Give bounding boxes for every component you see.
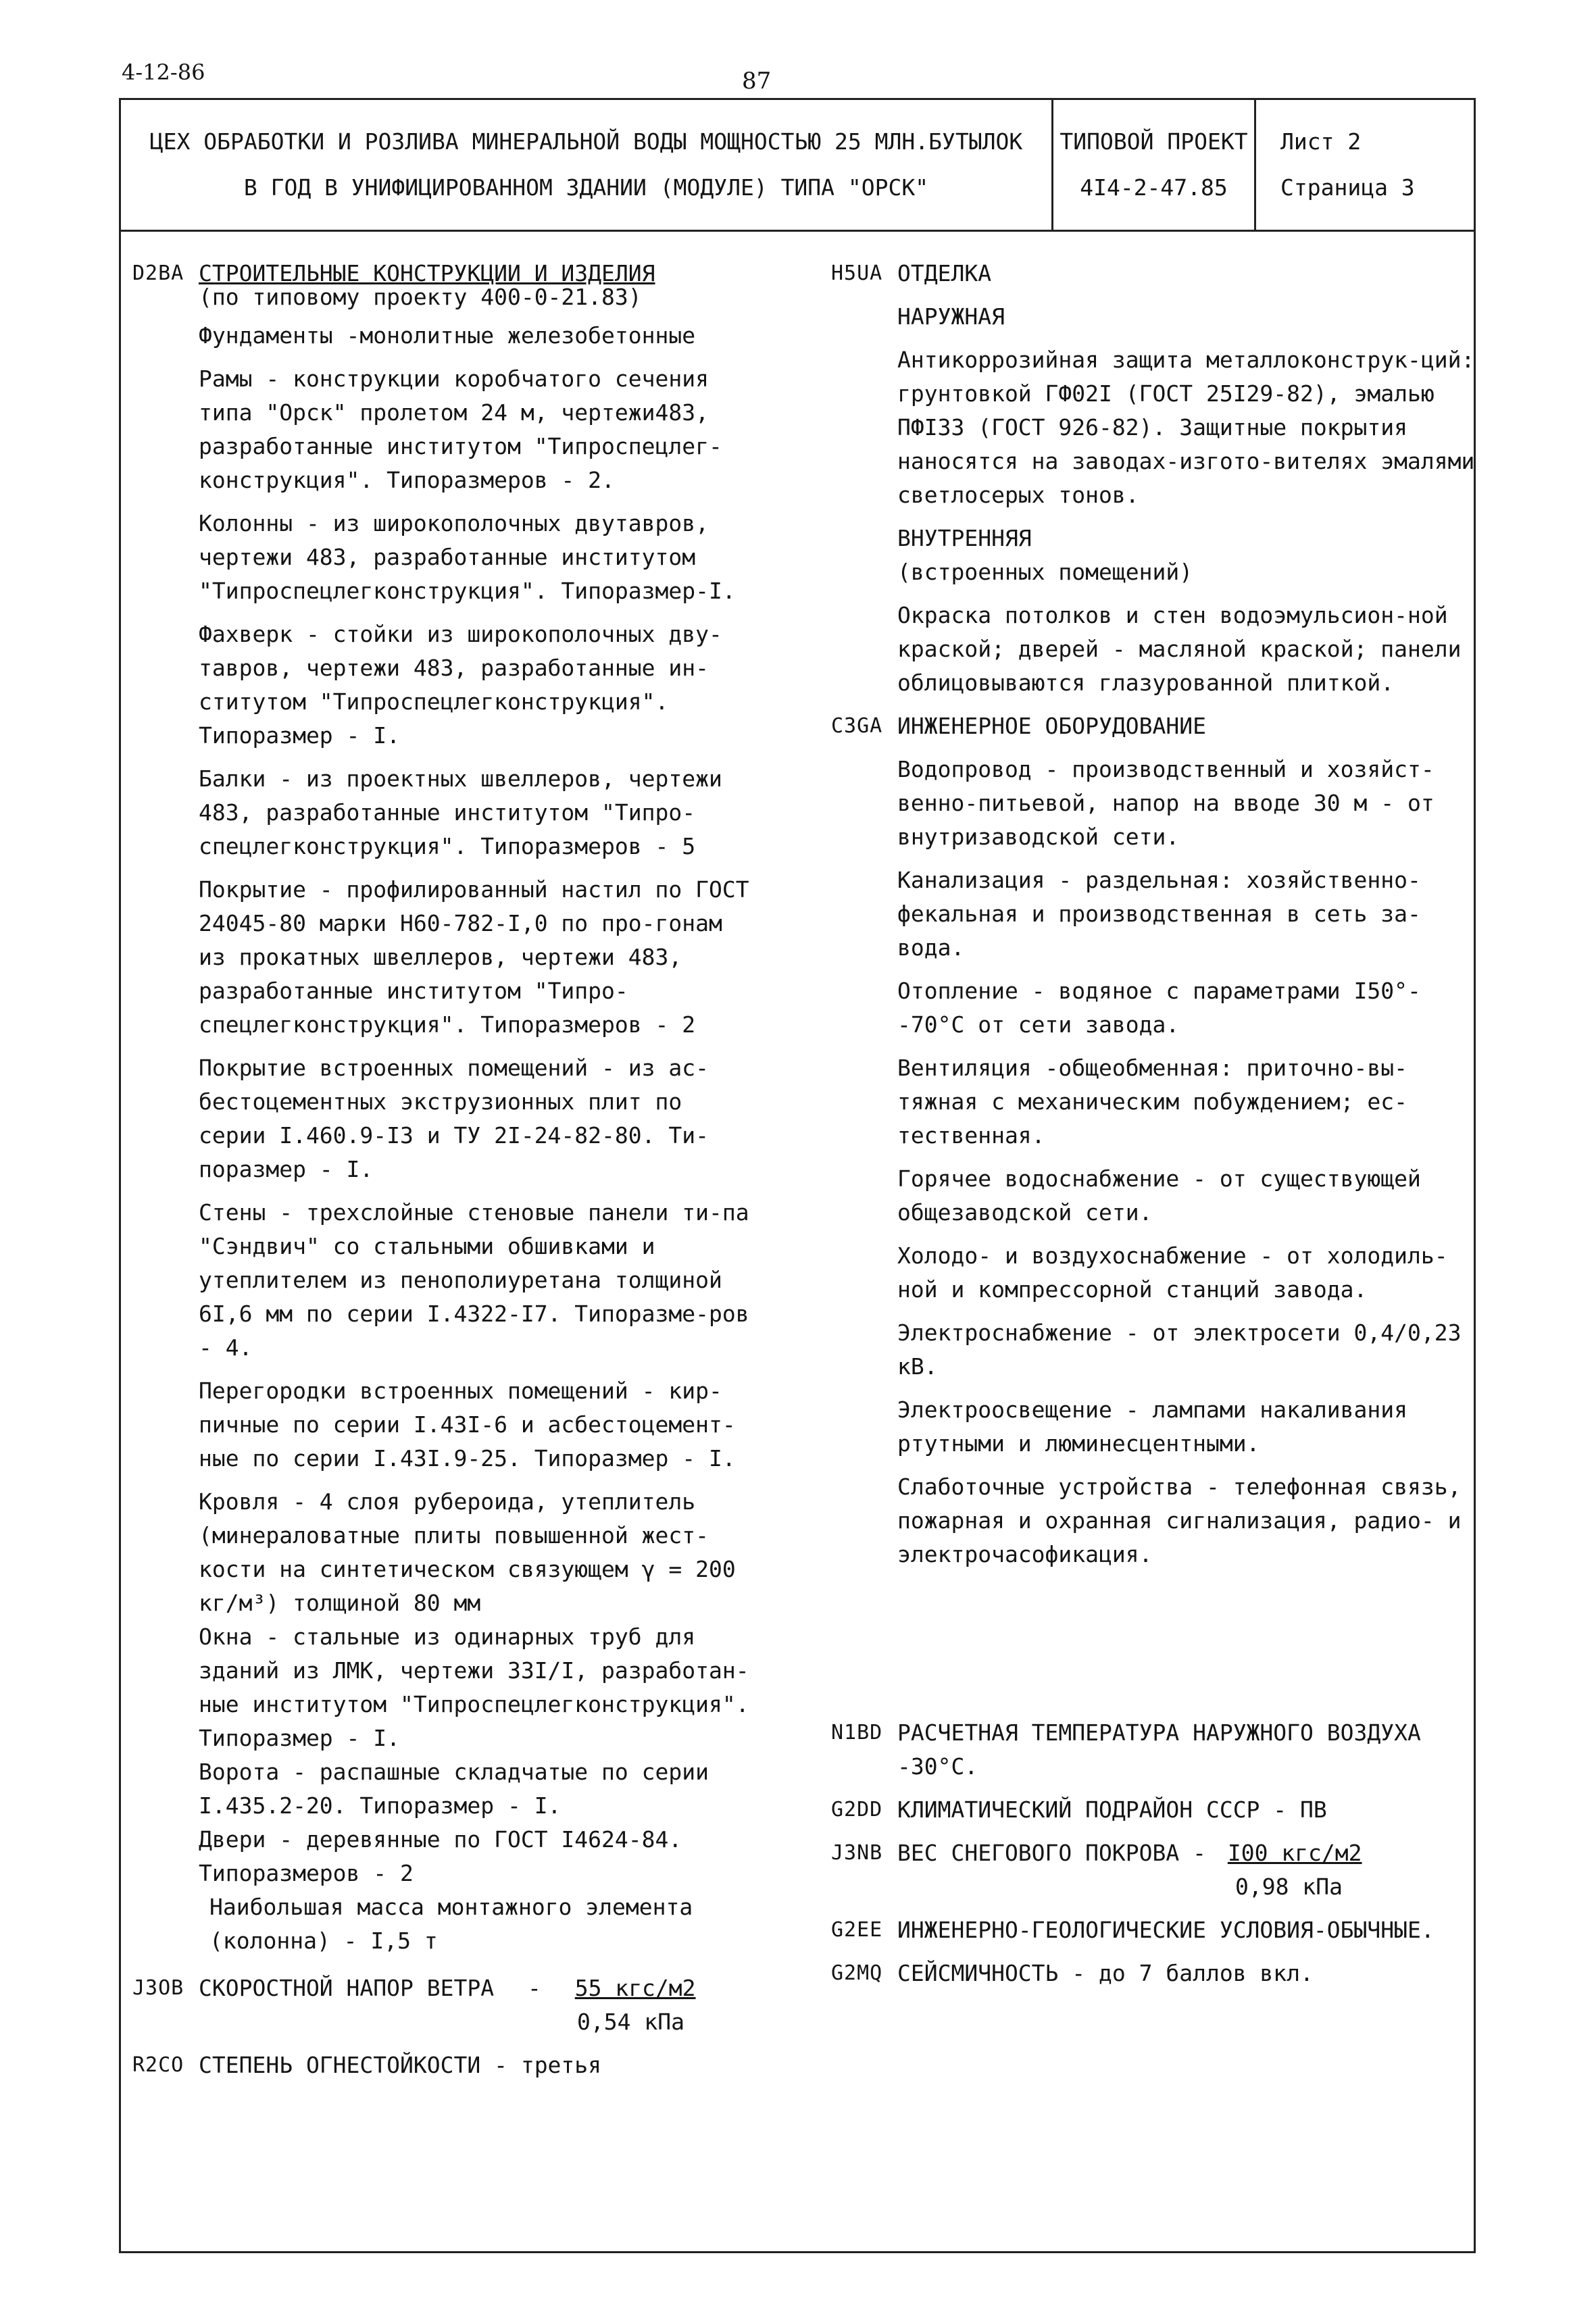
document-id: 4-12-86	[122, 59, 205, 85]
paragraph: Водопровод - производственный и хозяйст-венно-питьевой, напор на вводе 30 м - от внутризаводской сети.	[897, 756, 1435, 850]
section-wind	[132, 1971, 754, 2039]
section-title: ОТДЕЛКА	[897, 260, 992, 286]
section-fire	[132, 2048, 754, 2082]
section-snow	[831, 1836, 1480, 1904]
geology-text: ИНЖЕНЕРНО-ГЕОЛОГИЧЕСКИЕ УСЛОВИЯ-ОБЫЧНЫЕ.	[897, 1917, 1435, 1943]
section-subtitle: (по типовому проекту 400-0-21.83)	[199, 284, 642, 310]
section-code: G2MQ	[831, 1961, 883, 1985]
paragraph: Покрытие встроенных помещений - из ас-бестоцементных экструзионных плит по серии I.460.9-I3 и ТУ 2I-24-82-80. Ти-поразмер - I.	[199, 1055, 709, 1182]
paragraph: Электроосвещение - лампами накаливания ртутными и люминесцентными.	[897, 1397, 1407, 1457]
paragraph: Горячее водоснабжение - от существующей общезаводской сети.	[897, 1165, 1421, 1226]
snow-value-kpa: 0,98 кПа	[1235, 1873, 1343, 1900]
project-label: ТИПОВОЙ ПРОЕКТ	[1059, 128, 1248, 155]
section-temperature	[831, 1716, 1480, 1784]
paragraph: Двери - деревянные по ГОСТ I4624-84. Типоразмеров - 2	[199, 1826, 682, 1886]
section-code: G2DD	[831, 1798, 883, 1821]
section-code: J3NB	[831, 1841, 883, 1865]
section-code: N1BD	[831, 1721, 883, 1744]
wind-value: 55 кгс/м2	[574, 1975, 696, 2001]
subsection-subtitle: (встроенных помещений)	[897, 559, 1193, 585]
section-code: C3GA	[831, 714, 883, 738]
fire-text: СТЕПЕНЬ ОГНЕСТОЙКОСТИ - третья	[199, 2052, 602, 2078]
temperature-text: РАСЧЕТНАЯ ТЕМПЕРАТУРА НАРУЖНОГО ВОЗДУХА -30°С.	[897, 1719, 1421, 1780]
paragraph: Холодо- и воздухоснабжение - от холодиль-ной и компрессорной станций завода.	[897, 1242, 1448, 1303]
section-code: R2CO	[132, 2053, 184, 2077]
paragraph: Стены - трехслойные стеновые панели ти-па "Сэндвич" со стальными обшивками и утеплителем из пенополиуретана толщиной 6I,6 мм по серии I.4322-I7. Типоразме-ров - 4.	[199, 1199, 749, 1361]
paragraph: Наибольшая масса монтажного элемента (колонна) - I,5 т	[209, 1894, 693, 1954]
paragraph: Колонны - из широкополочных двутавров, чертежи 483, разработанные институтом "Типроспецлегконструкция". Типоразмер-I.	[199, 510, 736, 604]
section-code: G2EE	[831, 1918, 883, 1942]
paragraph: Электроснабжение - от электросети 0,4/0,23 кВ.	[897, 1319, 1462, 1380]
section-seismic	[831, 1957, 1480, 1990]
paragraph: Покрытие - профилированный настил по ГОСТ 24045-80 марки Н60-782-I,0 по про-гонам из прокатных швеллеров, чертежи 483, разработанные институтом "Типро-спецлегконструкция". Типоразмеров - 2	[199, 876, 749, 1038]
section-title: СТРОИТЕЛЬНЫЕ КОНСТРУКЦИИ И ИЗДЕЛИЯ	[199, 260, 655, 286]
paragraph: Отопление - водяное с параметрами I50°--70°С от сети завода.	[897, 978, 1421, 1038]
paragraph: Кровля - 4 слоя рубероида, утеплитель (минераловатные плиты повышенной жест-кости на синтетическом связующем γ = 200 кг/м³) толщиной 80 мм	[199, 1488, 736, 1616]
project-number: 4I4-2-47.85	[1080, 174, 1228, 201]
paragraph: Фахверк - стойки из широкополочных дву-тавров, чертежи 483, разработанные ин-ститутом "Типроспецлегконструкция". Типоразмер - I.	[199, 621, 722, 749]
page-label: Страница 3	[1280, 174, 1415, 201]
section-climate	[831, 1793, 1480, 1827]
sheet-number: Лист 2	[1280, 128, 1362, 155]
project-cell	[1053, 100, 1256, 230]
paragraph: Перегородки встроенных помещений - кир-пичные по серии I.43I-6 и асбестоцемент-ные по серии I.43I.9-25. Типоразмер - I.	[199, 1378, 736, 1472]
section-geology	[831, 1913, 1480, 1947]
snow-label: ВЕС СНЕГОВОГО ПОКРОВА -	[897, 1840, 1206, 1866]
column-gap	[831, 1581, 1480, 1716]
right-column	[831, 257, 1480, 2000]
section-code: H5UA	[831, 261, 883, 285]
page-number: 87	[742, 68, 772, 95]
section-construction	[132, 257, 754, 309]
paragraph: Слаботочные устройства - телефонная связь, пожарная и охранная сигнализация, радио- и электрочасофикация.	[897, 1474, 1462, 1567]
paragraph: Окна - стальные из одинарных труб для зданий из ЛМК, чертежи 33I/I, разработан-ные институтом "Типроспецлегконструкция". Типоразмер - I.	[199, 1624, 749, 1751]
section-engineering	[831, 709, 1480, 743]
section-code: D2BA	[132, 261, 184, 285]
left-column	[132, 257, 754, 2092]
climate-text: КЛИМАТИЧЕСКИЙ ПОДРАЙОН СССР - ПВ	[897, 1796, 1327, 1823]
title-cell	[121, 100, 1053, 230]
section-finish	[831, 257, 1480, 291]
title-line-2: В ГОД В УНИФИЦИРОВАННОМ ЗДАНИИ (МОДУЛЕ) ТИПА "ОРСК"	[243, 174, 929, 201]
paragraph: Канализация - раздельная: хозяйственно-фекальная и производственная в сеть за-вода.	[897, 867, 1421, 961]
snow-value: I00 кгс/м2	[1227, 1840, 1362, 1866]
seismic-text: СЕЙСМИЧНОСТЬ - до 7 баллов вкл.	[897, 1960, 1314, 1986]
paragraph: Балки - из проектных швеллеров, чертежи 483, разработанные институтом "Типро-спецлегконструкция". Типоразмеров - 5	[199, 765, 722, 859]
paragraph: Вентиляция -общеобменная: приточно-вы-тяжная с механическим побуждением; ес-тественная.	[897, 1055, 1407, 1149]
paragraph: Рамы - конструкции коробчатого сечения типа "Орск" пролетом 24 м, чертежи483, разработанные институтом "Типроспецлег-конструкция". Типоразмеров - 2.	[199, 366, 722, 493]
paragraph: Фундаменты -монолитные железобетонные	[199, 322, 696, 349]
wind-value-kpa: 0,54 кПа	[577, 2009, 684, 2035]
title-block	[119, 98, 1476, 232]
paragraph: Ворота - распашные складчатые по серии I.435.2-20. Типоразмер - I.	[199, 1759, 709, 1819]
paragraph: Антикоррозийная защита металлоконструк-ций: грунтовкой ГФ02I (ГОСТ 25I29-82), эмалью ПФI33 (ГОСТ 926-82). Защитные покрытия наносятся на заводах-изгото-вителях эмалями светлосерых тонов.	[897, 347, 1475, 508]
wind-label: СКОРОСТНОЙ НАПОР ВЕТРА	[199, 1975, 495, 2001]
title-line-1: ЦЕХ ОБРАБОТКИ И РОЗЛИВА МИНЕРАЛЬНОЙ ВОДЫ МОЩНОСТЬЮ 25 МЛН.БУТЫЛОК	[149, 128, 1023, 155]
wind-dash: -	[527, 1975, 541, 2001]
subsection-title: НАРУЖНАЯ	[897, 303, 1005, 330]
subsection-title: ВНУТРЕННЯЯ	[897, 525, 1032, 551]
sheet-cell	[1256, 100, 1474, 230]
section-title: ИНЖЕНЕРНОЕ ОБОРУДОВАНИЕ	[897, 713, 1206, 739]
paragraph: Окраска потолков и стен водоэмульсион-ной краской; дверей - масляной краской; панели облицовываются глазурованной плиткой.	[897, 602, 1462, 696]
section-code: J3OB	[132, 1976, 184, 2000]
